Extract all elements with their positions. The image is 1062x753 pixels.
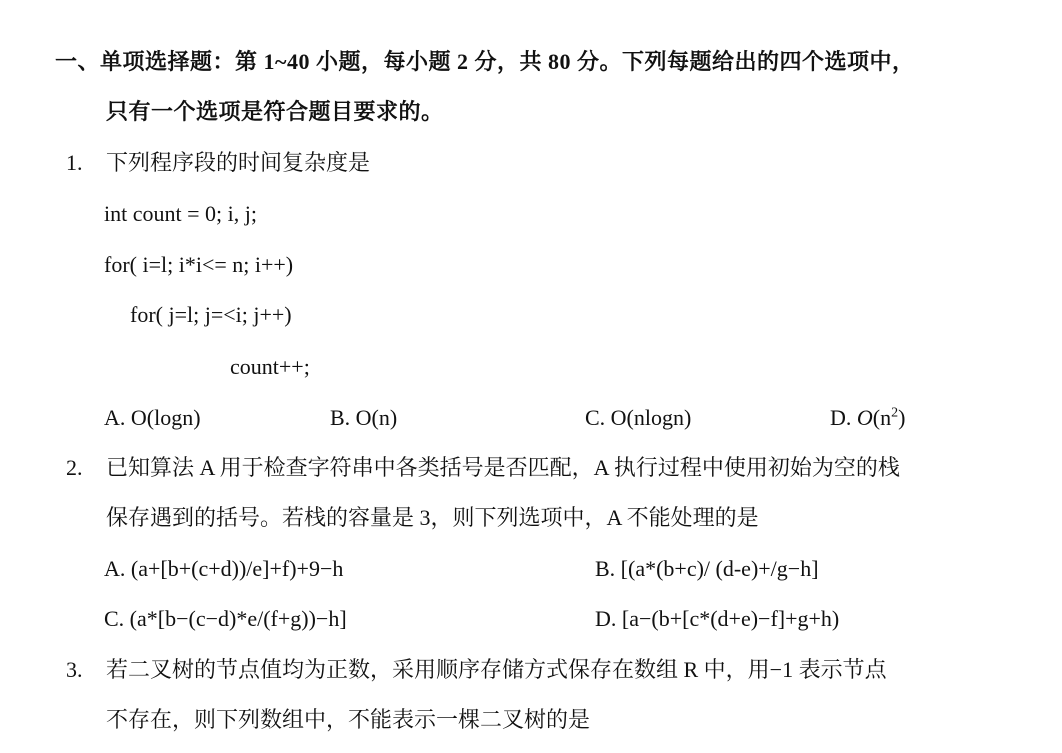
code-line-1: int count = 0; i, j; — [104, 201, 257, 226]
question-1-number: 1. — [66, 150, 83, 175]
question-3-stem-line1: 若二叉树的节点值均为正数，采用顺序存储方式保存在数组 R 中，用−1 表示节点 — [106, 657, 887, 682]
q1-option-d-prefix: D. — [830, 405, 857, 430]
q1-option-d — [830, 404, 905, 432]
section-heading-line1: 一、单项选择题：第 1~40 小题，每小题 2 分，共 80 分。下列每题给出的四个选项中， — [55, 49, 915, 74]
section-heading-line2: 只有一个选项是符合题目要求的。 — [106, 99, 444, 124]
q1-option-d-exponent: 2 — [891, 405, 899, 421]
q2-option-c: C. (a*[b−(c−d)*e/(f+g))−h] — [104, 606, 347, 631]
code-line-4: count++; — [230, 354, 310, 379]
code-line-3: for( j=l; j=<i; j++) — [130, 302, 292, 327]
q1-option-b: B. O(n) — [330, 405, 398, 430]
question-2-stem-line2: 保存遇到的括号。若栈的容量是 3，则下列选项中，A 不能处理的是 — [106, 505, 759, 530]
q1-option-d-close: ) — [898, 405, 906, 430]
question-1-stem: 下列程序段的时间复杂度是 — [106, 150, 371, 175]
q1-option-d-o: O — [856, 405, 873, 430]
q1-option-d-base: (n — [872, 405, 892, 430]
question-2-number: 2. — [66, 455, 83, 480]
question-3-stem-line2: 不存在，则下列数组中，不能表示一棵二叉树的是 — [106, 707, 591, 732]
question-2-stem-line1: 已知算法 A 用于检查字符串中各类括号是否匹配，A 执行过程中使用初始为空的栈 — [106, 455, 900, 480]
q2-option-b: B. [(a*(b+c)/ (d-e)+/g−h] — [595, 556, 819, 581]
q2-option-a: A. (a+[b+(c+d))/e]+f)+9−h — [104, 556, 344, 581]
question-3-number: 3. — [66, 657, 83, 682]
code-line-2: for( i=l; i*i<= n; i++) — [104, 252, 294, 277]
q1-option-a: A. O(logn) — [104, 405, 201, 430]
q1-option-c: C. O(nlogn) — [585, 405, 692, 430]
q2-option-d: D. [a−(b+[c*(d+e)−f]+g+h) — [595, 606, 840, 631]
